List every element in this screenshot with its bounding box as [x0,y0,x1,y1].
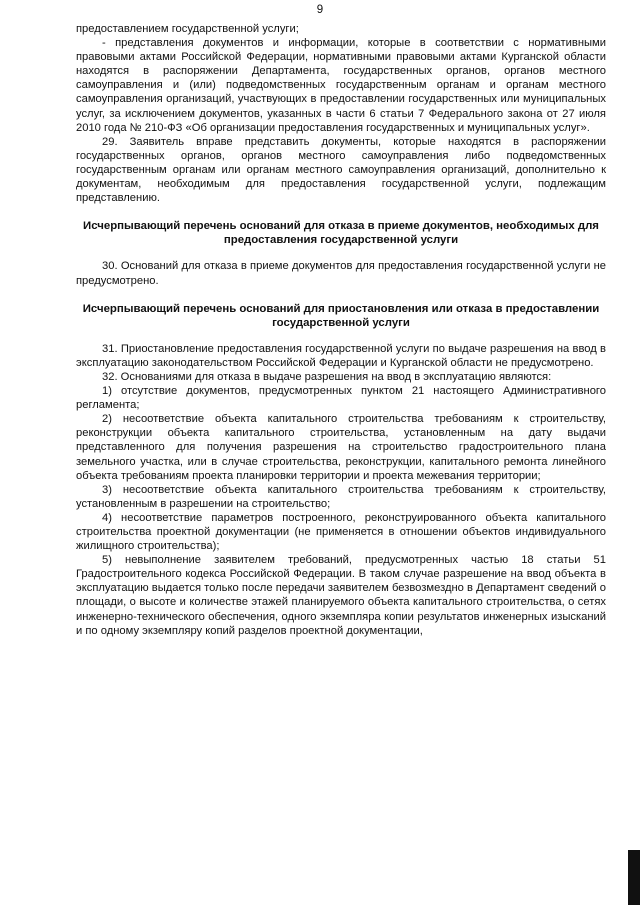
section-heading: Исчерпывающий перечень оснований для отказа в приеме документов, необходимых для предоставления государственной услуги [83,220,599,247]
paragraph: 31. Приостановление предоставления государственной услуги по выдаче разрешения на ввод в эксплуатацию законодательством Российской Федерации и Курганской области не предусмотрено. [76,342,606,369]
section-heading: Исчерпывающий перечень оснований для приостановления или отказа в предоставлении государственной услуги [82,302,600,329]
list-item: 2) несоответствие объекта капитального строительства требованиям к строительству, реконструкции объекта капитального строительства, установленным на дату выдачи представленного для получения разрешения на строительство градостроительного плана земельного участка, или в случае строительства, реконструкции, капитального ремонта линейного объекта требованиям проекта планировки территории и проекта межевания территории; [76,413,606,482]
scan-edge-mark [628,850,640,905]
list-item: 1) отсутствие документов, предусмотренных пунктом 21 настоящего Административного регламента; [76,385,606,412]
list-item: 4) несоответствие параметров построенного, реконструированного объекта капитального строительства проектной документации (не применяется в отношении объектов индивидуального жилищного строительства); [76,511,606,553]
paragraph: предоставлением государственной услуги; [76,23,299,35]
list-item: 5) невыполнение заявителем требований, предусмотренных частью 18 статьи 51 Градостроительного кодекса Российской Федерации. В таком случае разрешение на ввод объекта в эксплуатацию выдается только после передачи заявителем безвозмездно в Департамент сведений о площади, о высоте и количестве этажей планируемого объекта капитального строительства, о сетях инженерно-технического обеспечения, одного экземпляра копии результатов инженерных изысканий и по одному экземпляру копий разделов проектной документации, [76,554,606,637]
page-number: 9 [316,4,324,16]
list-item: 3) несоответствие объекта капитального строительства требованиям к строительству, установленным в разрешении на строительство; [76,483,606,510]
paragraph: - представления документов и информации, которые в соответствии с нормативными правовыми актами Российской Федерации, нормативными правовыми актами Курганской области находятся в распоряжении Департамента, государственных органов, органов местного самоуправления и (или) подведомственных государственным органам и органам местного самоуправления организаций, участвующих в предоставлении государственных или муниципальных услуг, за исключением документов, указанных в части 6 статьи 7 Федерального закона от 27 июля 2010 года № 210-ФЗ «Об организации предоставления государственных и муниципальных услуг». [76,37,606,134]
paragraph: 29. Заявитель вправе представить документы, которые находятся в распоряжении государственных органов, органов местного самоуправления либо подведомственных государственным органам или органам местного самоуправления организаций, дополнительно к документам, необходимым для предоставления государственной услуги, подлежащим представлению. [76,135,606,205]
paragraph: 30. Оснований для отказа в приеме документов для предоставления государственной услуги не предусмотрено. [76,260,606,287]
document-body [76,22,606,638]
paragraph: 32. Основаниями для отказа в выдаче разрешения на ввод в эксплуатацию являются: [102,370,552,383]
